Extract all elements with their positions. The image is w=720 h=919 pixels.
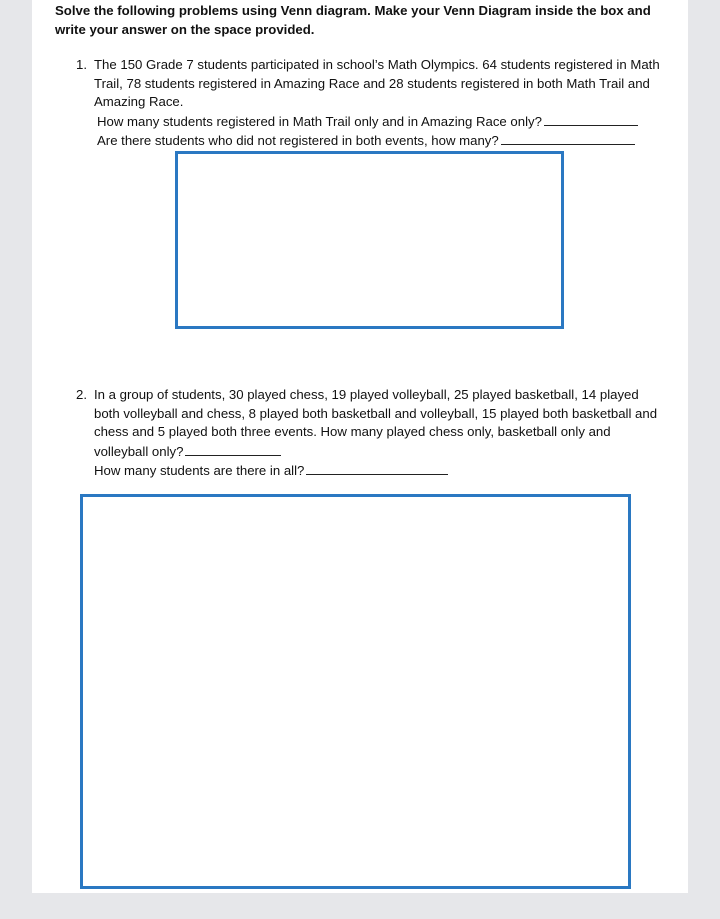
instructions-heading: Solve the following problems using Venn diagram. Make your Venn Diagram inside the box and write your answer on the space provided. bbox=[55, 3, 651, 37]
problem-2-text-body: In a group of students, 30 played chess, 19 played volleyball, 25 played basketball, 14 played both volleyball and chess, 8 played both basketball and volleyball, 15 played both basketball and chess and 5 played both three events. How many played chess only, basketball only and volleyball only? bbox=[94, 387, 658, 459]
answer-blank-3[interactable] bbox=[185, 442, 281, 456]
problem-2-text bbox=[94, 386, 664, 461]
problem-1 bbox=[76, 56, 664, 151]
venn-diagram-box-1[interactable] bbox=[175, 151, 564, 329]
worksheet-page bbox=[32, 0, 688, 893]
answer-blank-1[interactable] bbox=[544, 112, 638, 126]
problem-1-question-2-text: Are there students who did not registered in both events, how many? bbox=[97, 133, 499, 148]
problem-1-question-1-text: How many students registered in Math Trail only and in Amazing Race only? bbox=[97, 113, 542, 129]
problem-2 bbox=[76, 386, 664, 481]
problem-2-number: 2. bbox=[76, 387, 87, 402]
problem-1-question-2 bbox=[94, 131, 664, 151]
answer-blank-2[interactable] bbox=[501, 131, 635, 145]
answer-blank-4[interactable] bbox=[306, 461, 448, 475]
problem-2-question-1-text: How many students are there in all? bbox=[94, 463, 305, 478]
problem-1-text: The 150 Grade 7 students participated in school’s Math Olympics. 64 students registered in Math Trail, 78 students registered in Amazing Race and 28 students registered in both Math Trail and Amazing Race. bbox=[94, 57, 660, 109]
problem-1-question-1 bbox=[94, 112, 664, 132]
problem-2-question-1 bbox=[94, 461, 664, 481]
problem-1-number: 1. bbox=[76, 57, 87, 72]
venn-diagram-box-2[interactable] bbox=[80, 494, 631, 889]
